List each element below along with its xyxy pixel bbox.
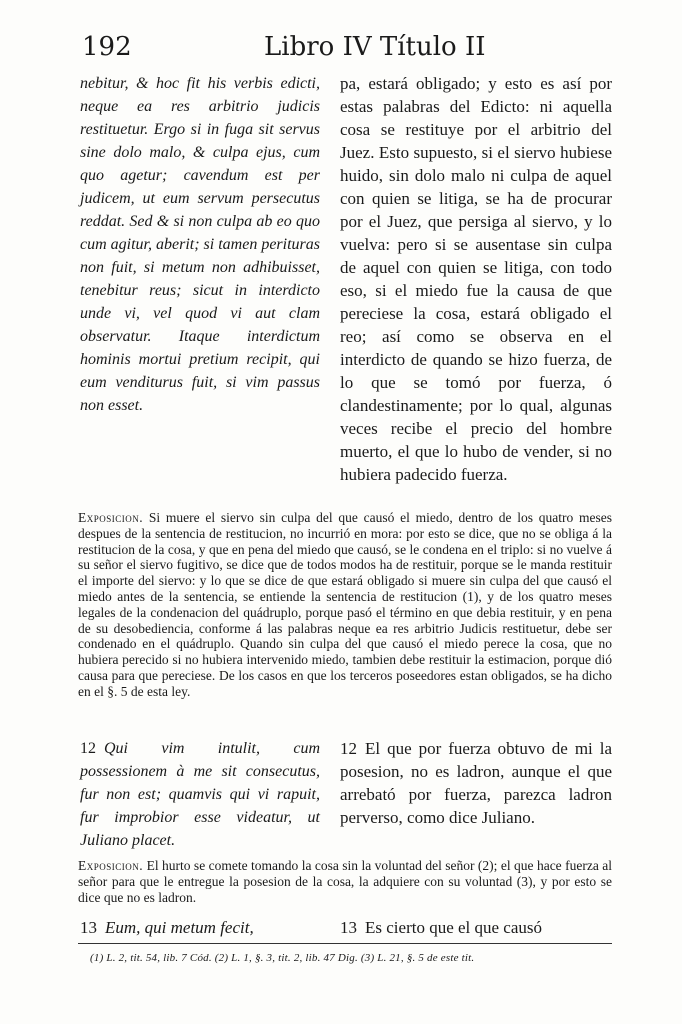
exposicion-block [78,510,612,700]
footnote-divider [78,943,612,944]
exposicion-text: El hurto se comete tomando la cosa sin la voluntad del señor (2); el que hace fuerza al señor para que le entregue la posesion de la cosa, la adquiere con su voluntad (3), y por esto se dice que no es ladron. [78,858,613,905]
section-number: 13 [80,918,97,937]
spanish-section-12 [340,737,612,829]
section-number: 12 [340,739,357,758]
spanish-paragraph: pa, estará obligado; y esto es así por estas palabras del Edicto: ni aquella cosa se restituye por el arbitrio del Juez. Esto supuesto, si el siervo hubiese huido, sin dolo malo ni culpa de aquel con quien se litiga, se ha de procurar por el Juez, que persiga al siervo, y lo vuelva: pero si se ausentase sin culpa de aquel con quien se litiga, con todo eso, si el miedo fue la causa de que pereciese la cosa, estará obligado el reo; así como se observa en el interdicto de quando se hizo fuerza, de lo que se tomó por fuerza, ó clandestinamente; por lo qual, algunas veces recibe el precio del hombre muerto, el que lo hubo de vender, si no hubiera padecido fuerza. [340,74,612,484]
spanish-section-text: Es cierto que el que causó [365,918,543,937]
latin-text-column [80,72,320,417]
spanish-section-13 [340,918,612,938]
exposicion-block-2 [78,858,612,905]
section-number: 12 [80,740,96,757]
spanish-text-column [340,72,612,486]
latin-section-text: Eum, qui metum fecit, [105,918,254,937]
exposicion-label: Exposicion. [78,510,144,525]
spanish-section-text: El que por fuerza obtuvo de mi la posesion, no es ladron, aunque el que arrebató por fuerza, parezca ladron perverso, como dice Juliano. [340,739,612,827]
exposicion-label: Exposicion. [78,858,144,873]
footnotes: (1) L. 2, tit. 54, lib. 7 Cód. (2) L. 1, §. 3, tit. 2, lib. 47 Dig. (3) L. 21, §. 5 de este tit. [90,952,475,964]
latin-section-12 [80,737,320,852]
latin-section-text: Qui vim intulit, cum possessionem à me sit consecutus, fur non est; quamvis qui vi rapuit, fur improbior esse videatur, ut Juliano placet. [80,740,320,849]
latin-section-13 [80,918,320,938]
running-title: Libro IV Título II [264,32,486,62]
exposicion-text: Si muere el siervo sin culpa del que causó el miedo, dentro de los quatro meses despues de la sentencia de restitucion, no incurrió en mora: por esto se dice, que no se obliga á la restitucion de la cosa, y que en pena del miedo que causó, se le condena en el triplo: si no vuelve á su señor el siervo fugitivo, se dice que de todos modos ha de restituir, porque se le manda restituir el importe del siervo: y lo que se dice de que estará obligado si muere sin culpa del que causó el miedo antes de la sentencia, se entiende la sentencia de restitucion (1), y de los quatro meses legales de la condenacion del quádruplo, porque pasó el término en que debia restituir, y en pena de su desobediencia, conforme á las palabras neque ea res arbitrio Judicis restituetur, debe ser condenado en el quádruplo. Quando sin culpa del que causó el miedo perece la cosa, que no hubiera perecido si no hubiera intervenido miedo, tambien debe restituir la estimacion, porque dió causa para que pereciese. De los casos en que los terceros poseedores estan obligados, se ha dicho en el §. 5 de esta ley. [78,510,613,699]
latin-paragraph: nebitur, & hoc fit his verbis edicti, neque ea res arbitrio judicis restituetur. Ergo si in fuga sit servus sine dolo malo, & culpa ejus, cum quo agetur; cavendum est per judicem, ut eum servum persecutus reddat. Sed & si non culpa ab eo quo cum agitur, aberit; si tamen perituras non fuit, si metum non adhibuisset, tenebitur reus; sicut in interdicto unde vi, vel quod vi aut clam observatur. Itaque interdictum hominis mortui pretium recipit, qui eum venditurus fuit, si vim passus non esset. [80,75,320,414]
page-header [82,32,612,72]
page-number: 192 [82,32,132,62]
section-number: 13 [340,918,357,937]
